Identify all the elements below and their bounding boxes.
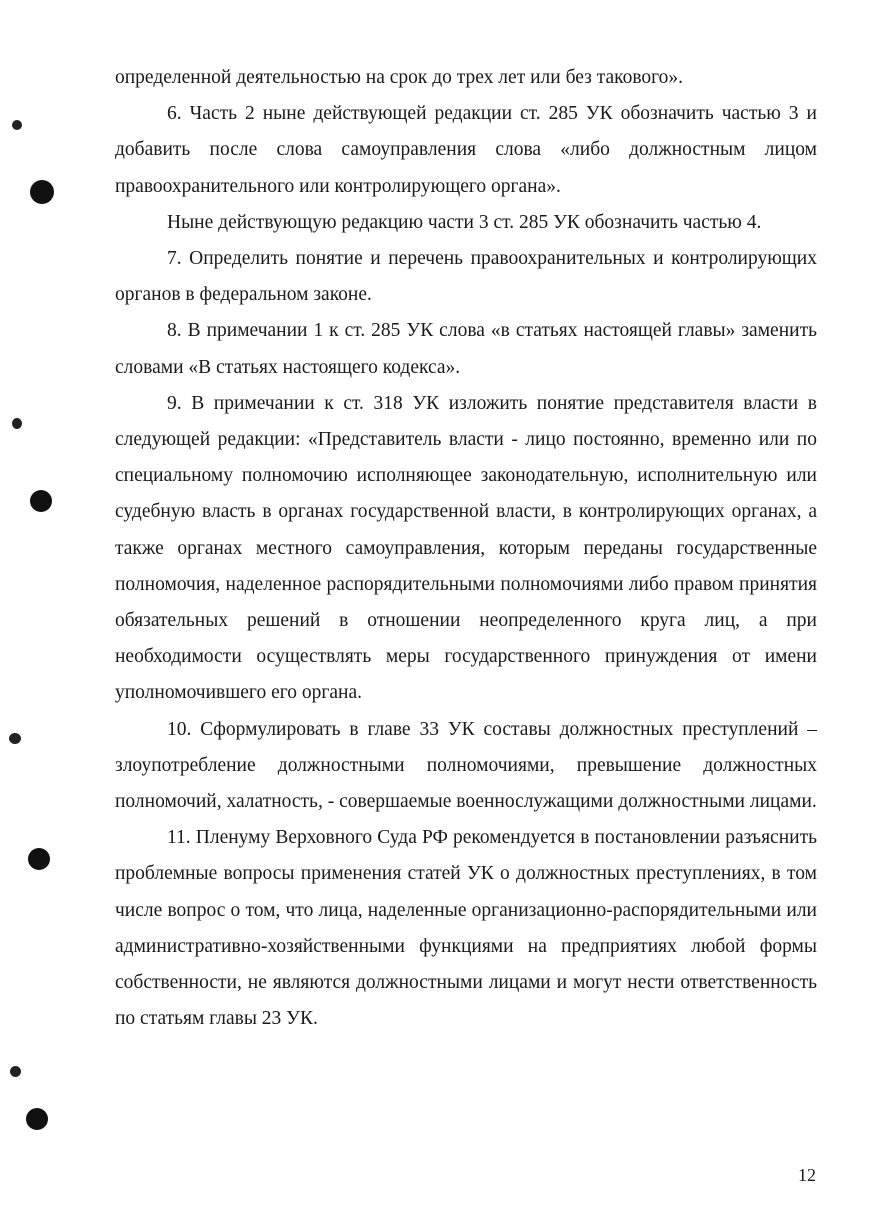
- paragraph-item-6: 6. Часть 2 ныне действующей редакции ст. 285 УК обозначить частью 3 и добавить после слова самоуправления слова «либо должностным лицом правоохранительного или контролирующего органа».: [115, 103, 817, 197]
- binder-hole-3: [28, 848, 50, 870]
- paragraph-item-11: 11. Пленуму Верховного Суда РФ рекомендуется в постановлении разъяснить проблемные вопросы применения статей УК о должностных преступлениях, в том числе вопрос о том, что лица, наделенные организационно-распорядительными или административно-хозяйственными функциями на предприятиях любой формы собственности, не являются должностными лицами и могут нести ответственность по статьям главы 23 УК.: [115, 827, 817, 1030]
- binder-hole-4: [26, 1108, 48, 1130]
- document-body: [115, 60, 817, 1037]
- scan-mark-4: [10, 1066, 21, 1077]
- binder-hole-2: [30, 490, 52, 512]
- paragraph-item-8: 8. В примечании 1 к ст. 285 УК слова «в статьях настоящей главы» заменить словами «В статьях настоящего кодекса».: [115, 320, 817, 378]
- paragraph-item-10: 10. Сформулировать в главе 33 УК составы должностных преступлений – злоупотребление должностными полномочиями, превышение должностных полномочий, халатность, - совершаемые военнослужащими должностными лицами.: [115, 718, 817, 813]
- binder-hole-1: [30, 180, 54, 204]
- paragraph-continuation: определенной деятельностью на срок до трех лет или без такового».: [115, 67, 684, 88]
- scan-mark-3: [9, 733, 21, 744]
- paragraph-item-7: 7. Определить понятие и перечень правоохранительных и контролирующих органов в федеральном законе.: [115, 248, 817, 306]
- paragraph-item-9: 9. В примечании к ст. 318 УК изложить понятие представителя власти в следующей редакции: «Представитель власти - лицо постоянно, временно или по специальному полномочию исполняющее законодательную, исполнительную или судебную власть в органах государственной власти, в контролирующих органах, а также органах местного самоуправления, которым переданы государственные полномочия, наделенное распорядительными полномочиями либо правом принятия обязательных решений в отношении неопределенного круга лиц, а при необходимости осуществлять меры государственного принуждения от имени уполномочившего его органа.: [115, 392, 817, 704]
- scan-mark-1: [12, 120, 22, 130]
- page-number: 12: [798, 1165, 816, 1185]
- paragraph-item-6-note: Ныне действующую редакцию части 3 ст. 285 УК обозначить частью 4.: [167, 211, 762, 233]
- scan-mark-2: [12, 418, 22, 429]
